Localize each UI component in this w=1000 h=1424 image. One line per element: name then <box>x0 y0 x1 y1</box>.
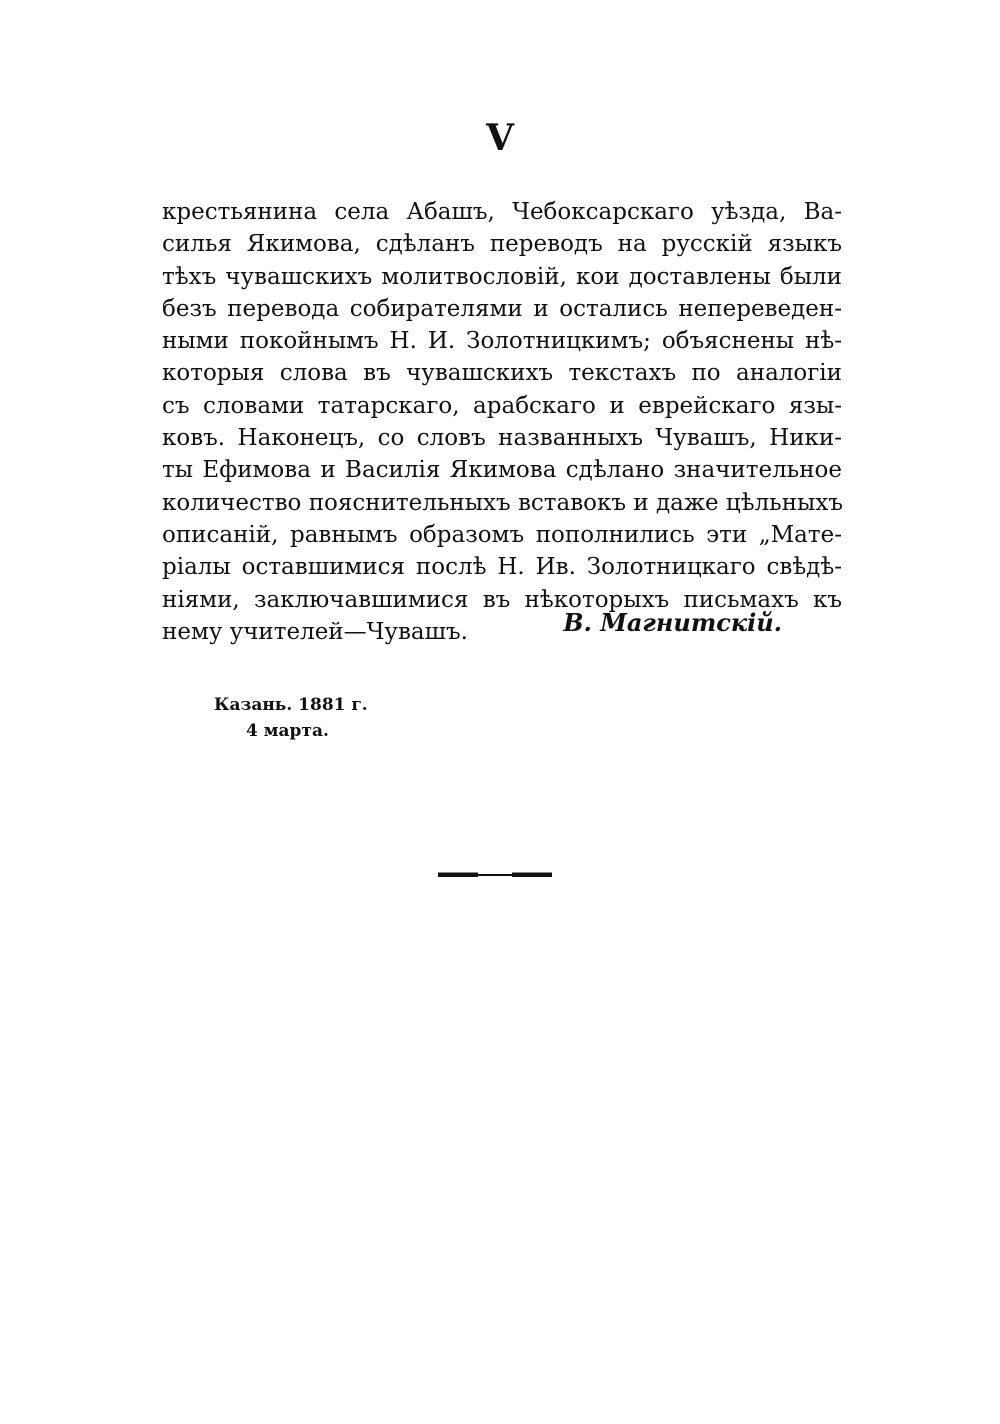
rule-thick-right <box>512 873 552 878</box>
text-line: ріалы оставшимися послѣ Н. Ив. Золотницкаго свѣдѣ- <box>162 554 842 581</box>
text-line: нему учителей—Чувашъ. <box>162 618 468 645</box>
text-line: съ словами татарскаго, арабскаго и еврейскаго язы- <box>162 392 842 419</box>
text-line: силья Якимова, сдѣланъ переводъ на русскій языкъ <box>162 231 842 258</box>
body-text <box>162 196 842 648</box>
dateline-place-year: Казань. 1881 г. <box>214 695 368 715</box>
text-line: количество пояснительныхъ вставокъ и даже цѣльныхъ <box>162 489 843 516</box>
author-signature: В. Магнитскій. <box>563 608 782 637</box>
text-line: ніями, заключавшимися въ нѣкоторыхъ письмахъ къ <box>162 586 842 613</box>
rule-thin-middle <box>478 874 512 876</box>
text-line: тѣхъ чувашскихъ молитвословій, кои доставлены были <box>162 263 842 290</box>
text-line: ты Ефимова и Василія Якимова сдѣлано значительное <box>162 457 842 484</box>
text-line: ковъ. Наконецъ, со словъ названныхъ Чувашъ, Ники- <box>162 425 842 452</box>
text-line: крестьянина села Абашъ, Чебоксарскаго уѣзда, Ва- <box>162 199 842 225</box>
page-number: V <box>486 117 514 159</box>
text-line: описаній, равнымъ образомъ пополнились эти „Мате- <box>162 521 842 548</box>
dateline-day: 4 марта. <box>246 721 329 741</box>
rule-thick-left <box>438 873 478 878</box>
text-line: безъ перевода собирателями и остались непереведен- <box>162 295 842 322</box>
text-line: которыя слова въ чувашскихъ текстахъ по аналогіи <box>162 360 842 387</box>
text-line: ными покойнымъ Н. И. Золотницкимъ; объяснены нѣ- <box>162 328 842 355</box>
ornament-rule <box>438 872 552 878</box>
